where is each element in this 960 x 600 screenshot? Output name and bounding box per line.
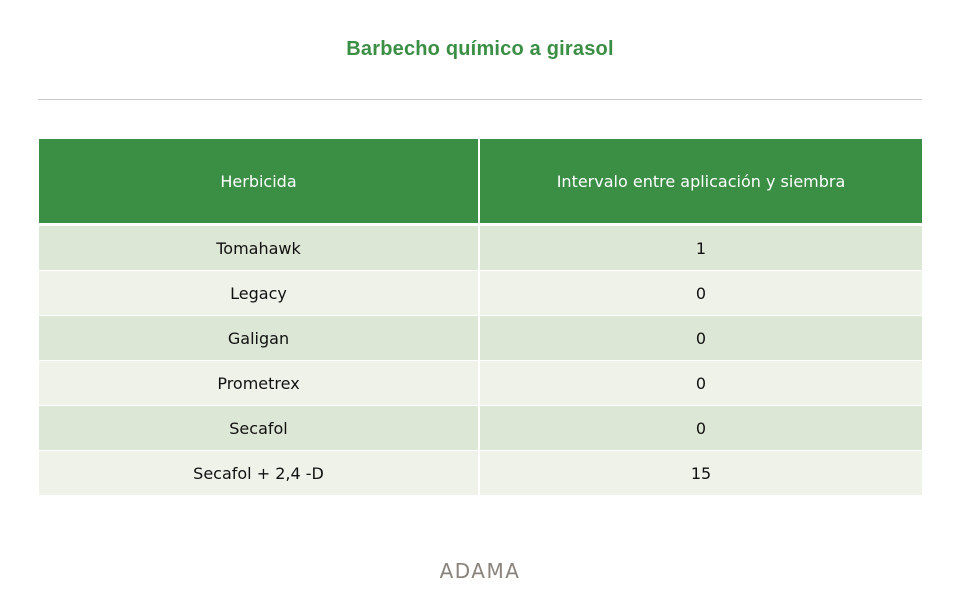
slide-title: Barbecho químico a girasol: [346, 38, 614, 60]
cell-intervalo: 0: [479, 271, 922, 316]
adama-logo: ADAMA: [439, 559, 521, 583]
table-row: [39, 361, 922, 406]
table-row: [39, 316, 922, 361]
cell-intervalo: 0: [479, 406, 922, 451]
cell-intervalo: 0: [479, 316, 922, 361]
title-divider: [38, 99, 922, 100]
table-row: [39, 406, 922, 451]
cell-herbicida: Secafol: [39, 406, 479, 451]
table-row: [39, 451, 922, 496]
cell-herbicida: Prometrex: [39, 361, 479, 406]
cell-herbicida: Secafol + 2,4 -D: [39, 451, 479, 496]
header-intervalo: Intervalo entre aplicación y siembra: [479, 139, 922, 225]
herbicide-table: [39, 139, 922, 496]
cell-intervalo: 15: [479, 451, 922, 496]
table-header-row: [39, 139, 922, 225]
cell-intervalo: 0: [479, 361, 922, 406]
table-row: [39, 271, 922, 316]
cell-herbicida: Legacy: [39, 271, 479, 316]
cell-intervalo: 1: [479, 225, 922, 271]
header-herbicida: Herbicida: [39, 139, 479, 225]
cell-herbicida: Tomahawk: [39, 225, 479, 271]
table-row: [39, 225, 922, 271]
cell-herbicida: Galigan: [39, 316, 479, 361]
